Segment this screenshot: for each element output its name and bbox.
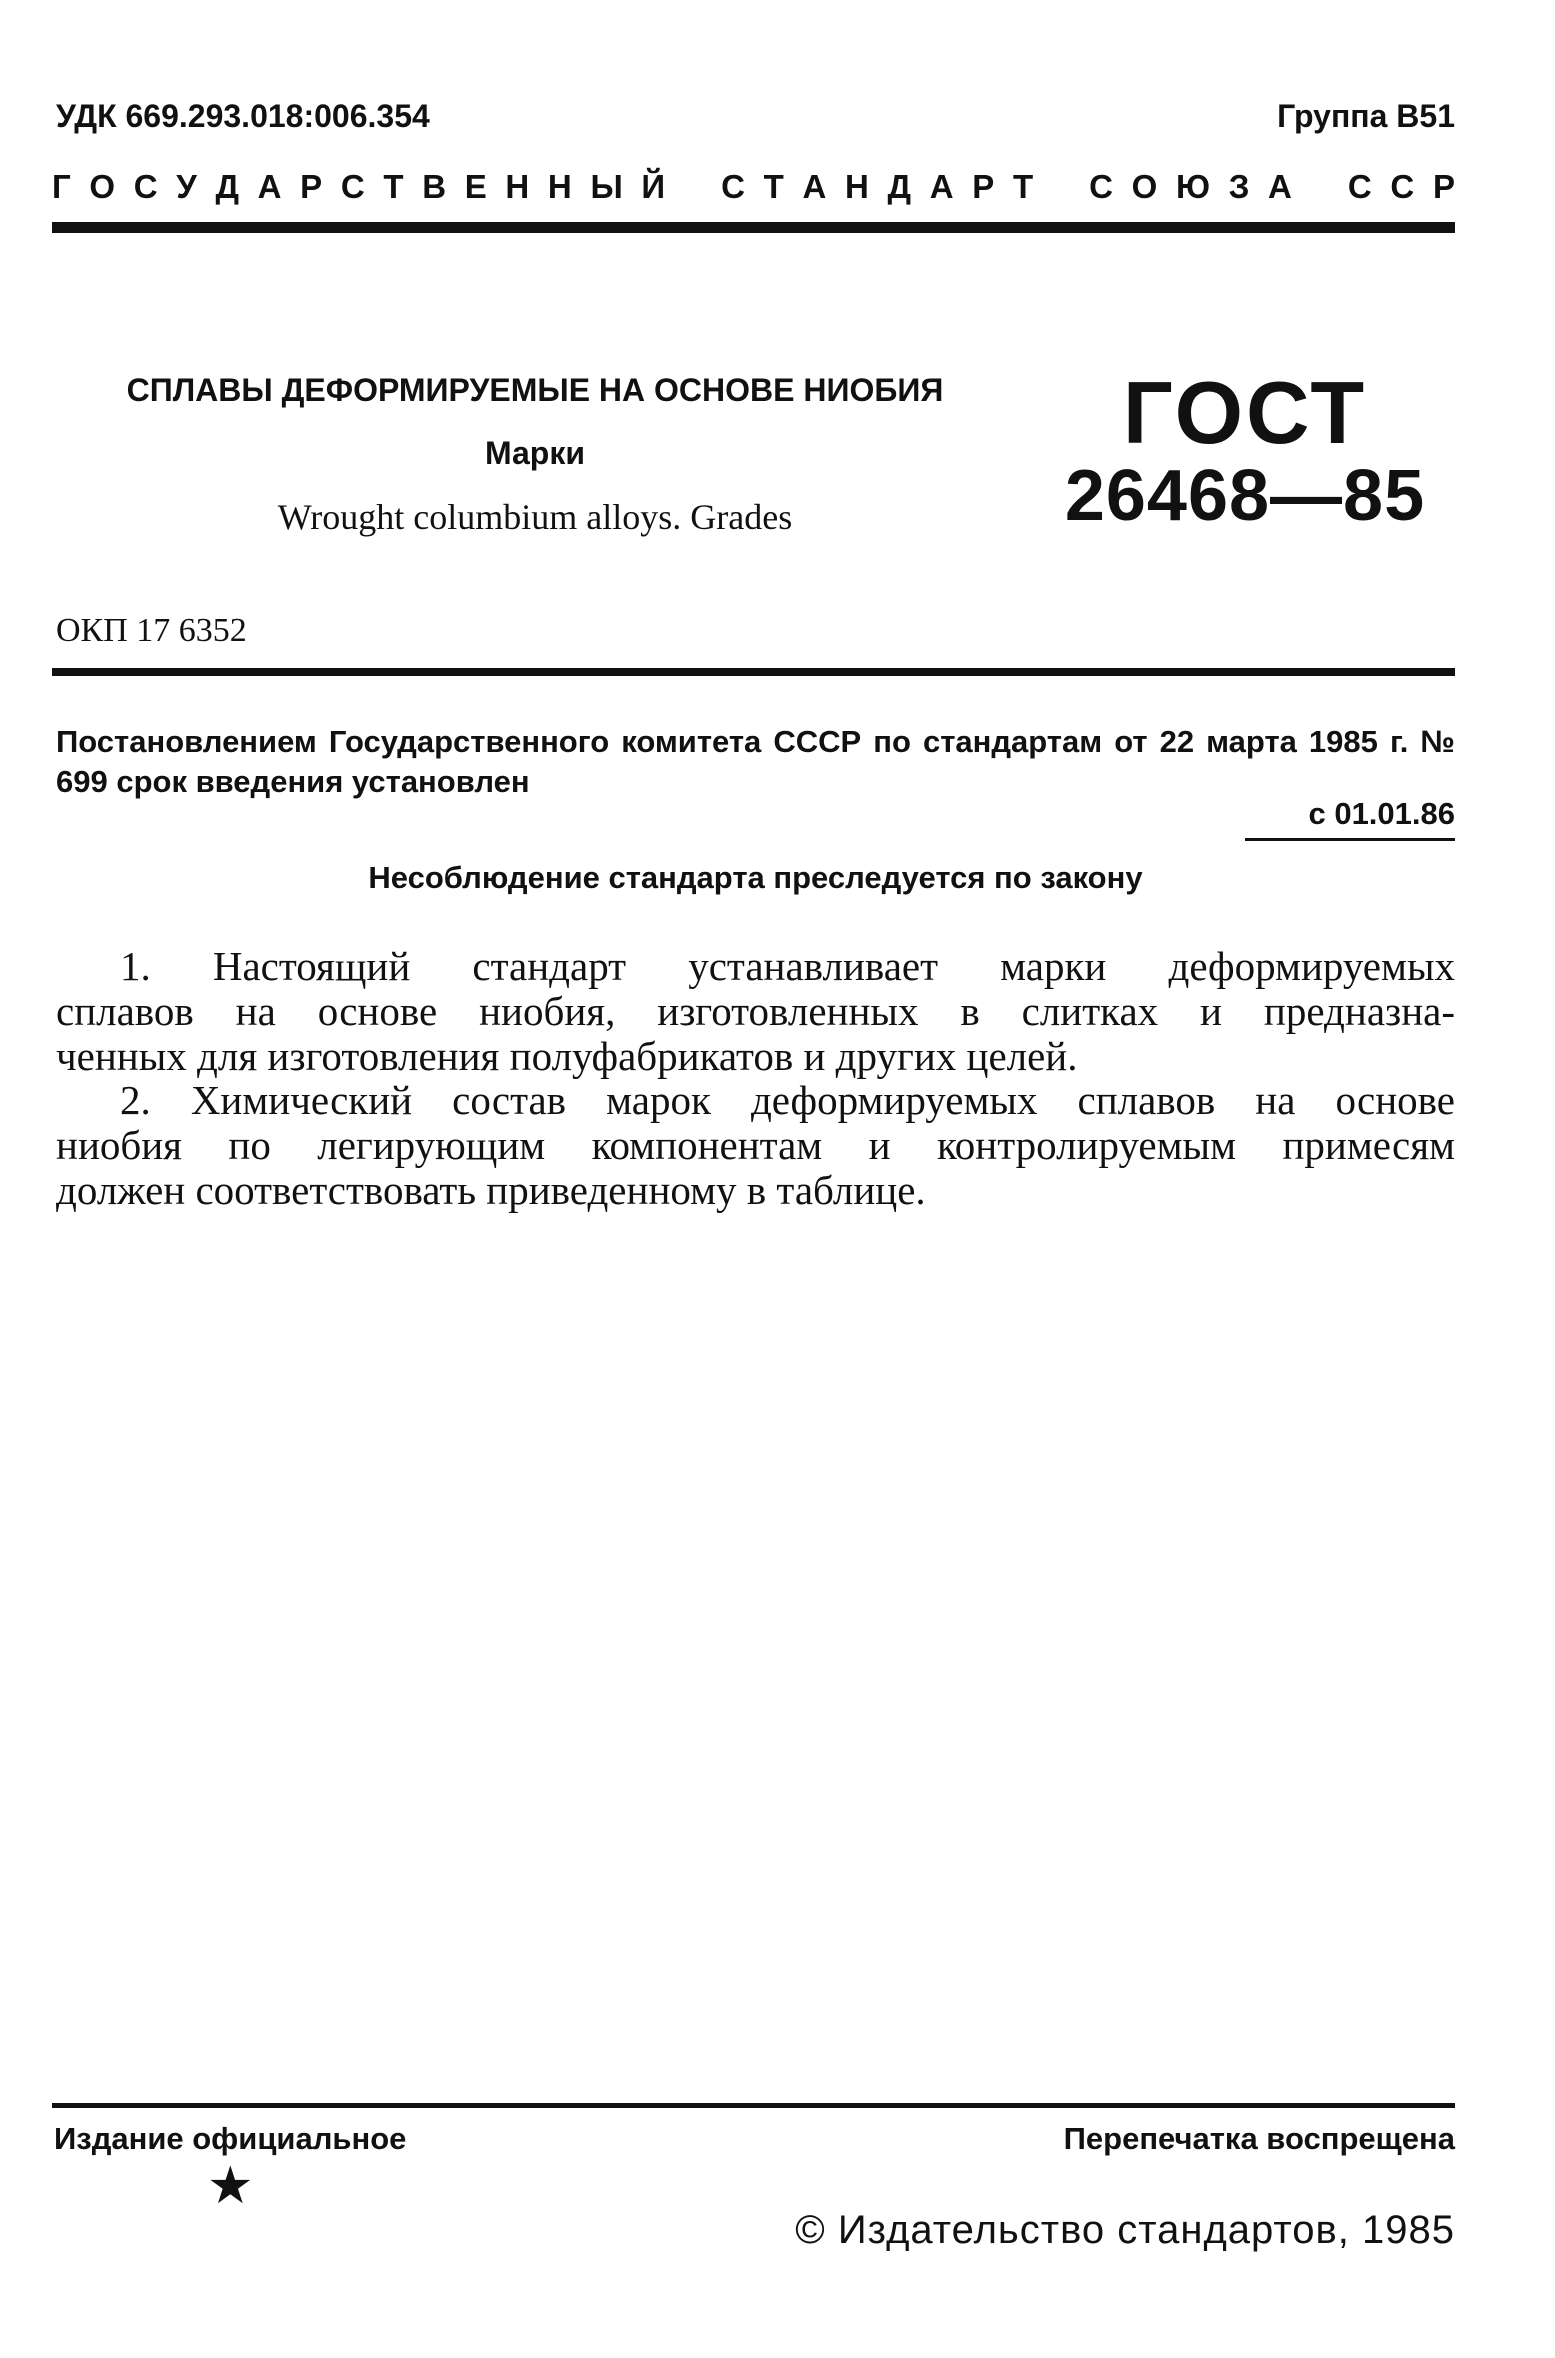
- publisher-copyright: © Издательство стандартов, 1985: [795, 2208, 1455, 2252]
- heading-letter: Ю: [1175, 168, 1211, 205]
- heading-letter: С: [133, 168, 158, 205]
- paragraph-line: должен соответствовать приведенному в таблице.: [56, 1167, 926, 1213]
- heading-letter: Ы: [590, 168, 623, 205]
- udc-code: УДК 669.293.018:006.354: [56, 98, 430, 134]
- heading-letter: Й: [641, 168, 666, 205]
- paragraph-line: 2. Химический состав марок деформируемых сплавов на основе: [120, 1077, 1455, 1123]
- heading-letter: С: [1390, 168, 1415, 205]
- heading-letter: Н: [505, 168, 530, 205]
- official-edition-label: Издание официальное: [54, 2121, 407, 2156]
- gost-number: 26468—85: [1064, 456, 1426, 536]
- heading-letter: С: [1347, 168, 1372, 205]
- document-title: СПЛАВЫ ДЕФОРМИРУЕМЫЕ НА ОСНОВЕ НИОБИЯ: [126, 372, 944, 408]
- effective-date-underline: [1245, 838, 1455, 841]
- reprint-prohibited-label: Перепечатка воспрещена: [1063, 2121, 1455, 2156]
- heading-letter: У: [176, 168, 197, 205]
- state-standard-heading: [52, 168, 1455, 206]
- heading-letter: Д: [215, 168, 239, 205]
- okp-code: ОКП 17 6352: [56, 612, 247, 649]
- heading-letter: А: [929, 168, 954, 205]
- heading-letter: Е: [464, 168, 487, 205]
- heading-letter: Н: [845, 168, 869, 205]
- heading-letter: Г: [52, 168, 71, 205]
- middle-divider: [52, 668, 1455, 676]
- bottom-divider: [52, 2103, 1455, 2108]
- heading-letter: Т: [763, 168, 784, 205]
- heading-letter: С: [340, 168, 365, 205]
- heading-letter: Р: [972, 168, 995, 205]
- heading-letter: Т: [383, 168, 404, 205]
- heading-letter: А: [257, 168, 282, 205]
- effective-date-block: [1308, 796, 1455, 832]
- heading-letter: О: [1131, 168, 1158, 205]
- document-subtitle: Марки: [484, 435, 586, 471]
- paragraph-2: [56, 1078, 1455, 1213]
- paragraph-line: ченных для изготовления полуфабрикатов и других целей.: [56, 1033, 1078, 1079]
- paragraph-line: 1. Настоящий стандарт устанавливает марки деформируемых: [120, 943, 1455, 989]
- heading-letter: В: [422, 168, 447, 205]
- heading-letter: А: [1268, 168, 1292, 205]
- heading-letter: Т: [1012, 168, 1034, 205]
- heading-letter: Н: [547, 168, 572, 205]
- heading-letter: Р: [1432, 168, 1455, 205]
- paragraph-line: сплавов на основе ниобия, изготовленных в слитках и предназна-: [56, 988, 1455, 1034]
- gost-label: ГОСТ: [1122, 363, 1368, 462]
- document-title-english: Wrought columbium alloys. Grades: [277, 497, 793, 537]
- heading-letter: З: [1228, 168, 1250, 205]
- heading-letter: С: [721, 168, 745, 205]
- paragraph-1: [56, 944, 1455, 1079]
- heading-letter: А: [802, 168, 827, 205]
- star-icon: ★: [207, 2157, 254, 2215]
- effective-date: с 01.01.86: [1308, 796, 1455, 831]
- decree-text: Постановлением Государственного комитета СССР по стандартам от 22 марта 1985 г. № 699 срок введения установлен: [56, 724, 1455, 799]
- group-code: Группа В51: [1277, 98, 1455, 134]
- top-divider: [52, 222, 1455, 233]
- heading-letter: Д: [887, 168, 912, 205]
- heading-letter: С: [1089, 168, 1113, 205]
- paragraph-line: ниобия по легирующим компонентам и контролируемым примесям: [56, 1122, 1455, 1168]
- heading-letter: Р: [300, 168, 323, 205]
- heading-letter: О: [89, 168, 116, 205]
- legal-warning: Несоблюдение стандарта преследуется по закону: [368, 860, 1143, 895]
